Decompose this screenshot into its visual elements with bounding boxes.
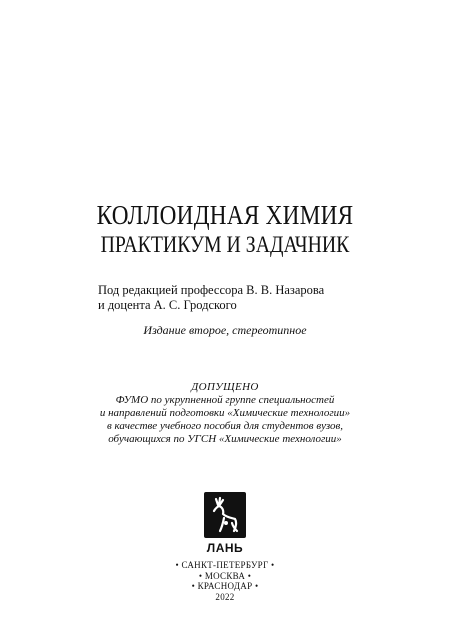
book-title: КОЛЛОИДНАЯ ХИМИЯ xyxy=(96,200,354,230)
book-subtitle: ПРАКТИКУМ И ЗАДАЧНИК xyxy=(100,232,350,257)
approval-line-2: и направлений подготовки «Химические технологии» xyxy=(99,407,351,419)
approval-block xyxy=(0,381,450,446)
approval-line-4: обучающихся по УГСН «Химические технологии» xyxy=(108,433,342,445)
deer-logo-icon xyxy=(202,490,248,540)
approval-line-3: в качестве учебного пособия для студентов вузов, xyxy=(106,420,344,432)
city-3: • КРАСНОДАР • xyxy=(191,581,259,591)
city-2: • МОСКВА • xyxy=(198,570,252,581)
editors-line-2: и доцента А. С. Гродского xyxy=(98,298,237,312)
editors-line-1: Под редакцией профессора В. В. Назарова xyxy=(98,283,325,297)
publisher-name: ЛАНЬ xyxy=(206,541,244,555)
publisher-cities xyxy=(0,560,450,602)
editors-block xyxy=(98,283,324,313)
approval-heading: ДОПУЩЕНО xyxy=(191,381,259,393)
city-1: • САНКТ-ПЕТЕРБУРГ • xyxy=(175,560,275,570)
approval-line-1: ФУМО по укрупненной группе специальностей xyxy=(115,394,335,406)
edition-note: Издание второе, стереотипное xyxy=(143,323,307,337)
publication-year: 2022 xyxy=(215,591,235,602)
